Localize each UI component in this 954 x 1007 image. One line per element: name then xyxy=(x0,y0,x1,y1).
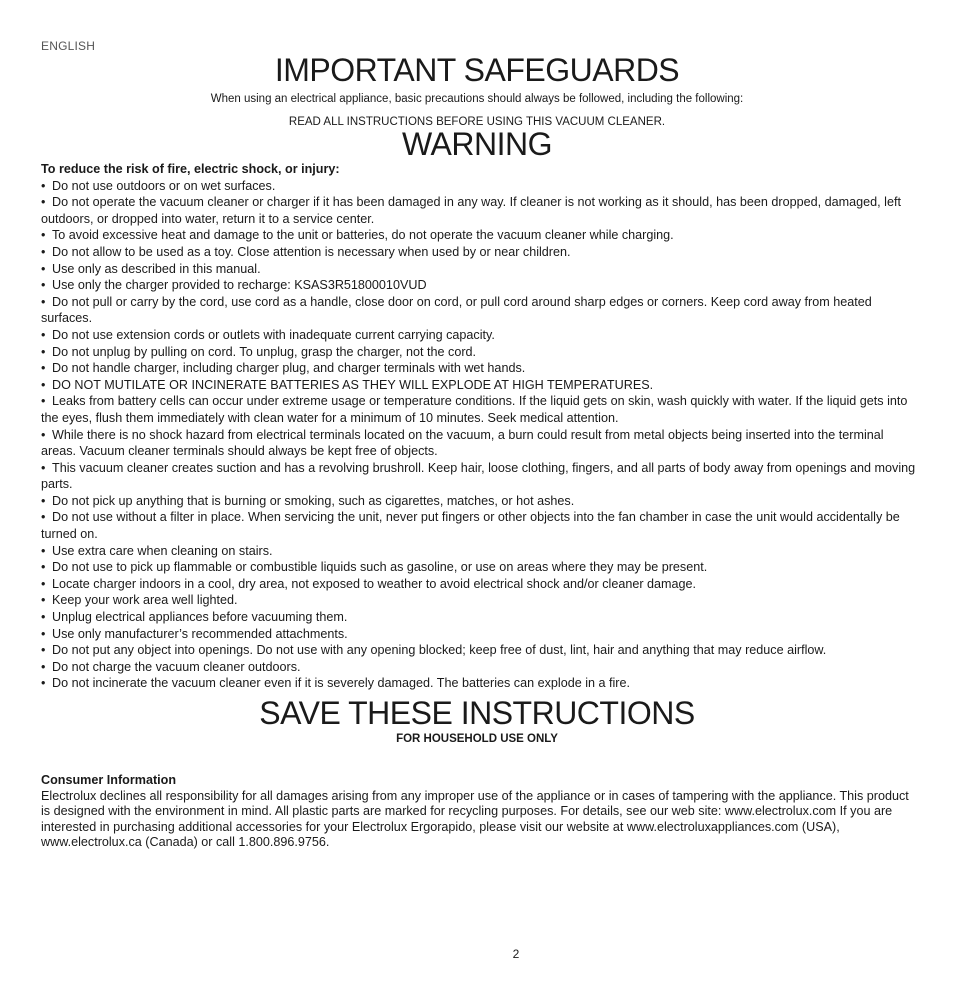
warning-text: Leaks from battery cells can occur under extreme usage or temperature conditions. If the liquid gets on skin, wash quickly with water. If the liquid gets into the eyes, flush them immediately with clean water for a minimum of 10 minutes. Seek medical attention. xyxy=(41,394,908,425)
warning-item xyxy=(41,261,921,278)
warning-text: Use only as described in this manual. xyxy=(52,261,261,276)
warning-item xyxy=(41,559,921,576)
warning-item xyxy=(41,427,921,460)
read-instructions-text: READ ALL INSTRUCTIONS BEFORE USING THIS VACUUM CLEANER. xyxy=(288,116,666,128)
warning-item xyxy=(41,244,921,261)
warning-text: Do not pull or carry by the cord, use cord as a handle, close door on cord, or pull cord around sharp edges or corners. Keep cord away from heated surfaces. xyxy=(41,294,872,326)
bullet-marker: • xyxy=(41,178,46,193)
warning-item xyxy=(41,360,921,377)
bullet-marker: • xyxy=(41,676,46,691)
warning-text: Do not handle charger, including charger plug, and charger terminals with wet hands. xyxy=(52,361,526,376)
bullet-marker: • xyxy=(41,560,46,575)
bullet-marker: • xyxy=(41,427,46,442)
warning-text: DO NOT MUTILATE OR INCINERATE BATTERIES AS THEY WILL EXPLODE AT HIGH TEMPERATURES. xyxy=(52,377,654,392)
page-title: IMPORTANT SAFEGUARDS xyxy=(274,52,680,88)
warning-text: Use only the charger provided to recharge: KSAS3R51800010VUD xyxy=(52,278,427,293)
bullet-marker: • xyxy=(41,394,46,409)
warning-item xyxy=(41,592,921,609)
warning-text: Unplug electrical appliances before vacuuming them. xyxy=(52,610,348,625)
warning-item xyxy=(41,493,921,510)
warning-text: Do not operate the vacuum cleaner or charger if it has been damaged in any way. If cleaner is not working as it should, has been dropped, damaged, left outdoors, or dropped into water, return it to a service center. xyxy=(41,195,901,226)
bullet-marker: • xyxy=(41,460,46,475)
warning-item xyxy=(41,344,921,361)
warning-item xyxy=(41,609,921,626)
warning-item xyxy=(41,294,921,327)
warning-item xyxy=(41,659,921,676)
consumer-heading: Consumer Information xyxy=(41,773,177,787)
warning-text: Do not use outdoors or on wet surfaces. xyxy=(52,178,276,193)
consumer-body: Electrolux declines all responsibility for all damages arising from any improper use of the appliance or in cases of tampering with the appliance. This product is designed with the environment in mind. All plastic parts are marked for recycling purposes. For details, see our web site: www.electrolux.com If you are interested in purchasing additional accessories for your Electrolux Ergorapido, please visit our website at www.electroluxappliances.com (USA), www.electrolux.ca (Canada) or call 1.800.896.9756. xyxy=(41,788,909,849)
warning-text: Do not put any object into openings. Do not use with any opening blocked; keep free of dust, lint, hair and anything that may reduce airflow. xyxy=(52,643,827,658)
warning-item xyxy=(41,576,921,593)
save-instructions-title: SAVE THESE INSTRUCTIONS xyxy=(259,695,695,731)
warning-item xyxy=(41,626,921,643)
bullet-marker: • xyxy=(41,344,46,359)
language-label: ENGLISH xyxy=(41,39,96,53)
warning-item xyxy=(41,543,921,560)
warning-text: Do not incinerate the vacuum cleaner even if it is severely damaged. The batteries can explode in a fire. xyxy=(52,676,631,691)
warning-title: WARNING xyxy=(402,126,552,162)
bullet-marker: • xyxy=(41,626,46,641)
warning-item xyxy=(41,227,921,244)
warning-text: Do not pick up anything that is burning or smoking, such as cigarettes, matches, or hot ashes. xyxy=(52,493,575,508)
bullet-marker: • xyxy=(41,261,46,276)
household-use-note: FOR HOUSEHOLD USE ONLY xyxy=(396,733,558,745)
warning-text: Do not use to pick up flammable or combustible liquids such as gasoline, or use on areas where they may be present. xyxy=(52,560,708,575)
bullet-marker: • xyxy=(41,593,46,608)
bullet-marker: • xyxy=(41,195,46,210)
warning-item xyxy=(41,460,921,493)
warning-item xyxy=(41,393,921,426)
consumer-information xyxy=(41,773,921,851)
bullet-marker: • xyxy=(41,278,46,293)
warning-text: Use only manufacturer’s recommended attachments. xyxy=(52,626,348,641)
warning-text: Do not use without a filter in place. When servicing the unit, never put fingers or other objects into the fan chamber in case the unit would accidentally be turned on. xyxy=(41,510,900,542)
warning-item xyxy=(41,194,921,227)
bullet-marker: • xyxy=(41,543,46,558)
warning-item xyxy=(41,675,921,692)
warning-text: Keep your work area well lighted. xyxy=(52,593,238,608)
warning-text: While there is no shock hazard from electrical terminals located on the vacuum, a burn could result from metal objects being inserted into the terminal areas. Vacuum cleaner terminals should always be kept free of objects. xyxy=(41,427,884,459)
bullet-marker: • xyxy=(41,294,46,309)
warning-text: To avoid excessive heat and damage to the unit or batteries, do not operate the vacuum cleaner while charging. xyxy=(52,228,674,243)
bullet-marker: • xyxy=(41,228,46,243)
bullet-marker: • xyxy=(41,493,46,508)
bullet-marker: • xyxy=(41,244,46,259)
bullet-marker: • xyxy=(41,361,46,376)
intro-text: When using an electrical appliance, basic precautions should always be followed, including the following: xyxy=(210,93,744,105)
bullet-marker: • xyxy=(41,643,46,658)
warning-item xyxy=(41,377,921,394)
warning-text: Use extra care when cleaning on stairs. xyxy=(52,543,273,558)
warnings-list xyxy=(41,178,921,692)
bullet-marker: • xyxy=(41,610,46,625)
bullet-marker: • xyxy=(41,510,46,525)
warning-text: Do not charge the vacuum cleaner outdoors. xyxy=(52,659,301,674)
warning-item xyxy=(41,327,921,344)
warning-text: Do not allow to be used as a toy. Close attention is necessary when used by or near children. xyxy=(52,244,571,259)
bullet-marker: • xyxy=(41,327,46,342)
bullet-marker: • xyxy=(41,576,46,591)
warning-item xyxy=(41,277,921,294)
warning-text: This vacuum cleaner creates suction and has a revolving brushroll. Keep hair, loose clothing, fingers, and all parts of body away from openings and moving parts. xyxy=(41,460,916,492)
warning-text: Locate charger indoors in a cool, dry area, not exposed to weather to avoid electrical shock and/or cleaner damage. xyxy=(52,576,697,591)
page-number: 2 xyxy=(512,947,520,961)
warning-section xyxy=(41,161,921,692)
bullet-marker: • xyxy=(41,659,46,674)
warning-item xyxy=(41,178,921,195)
warning-text: Do not use extension cords or outlets with inadequate current carrying capacity. xyxy=(52,327,495,342)
warning-text: Do not unplug by pulling on cord. To unplug, grasp the charger, not the cord. xyxy=(52,344,477,359)
warning-item xyxy=(41,509,921,542)
bullet-marker: • xyxy=(41,377,46,392)
warning-item xyxy=(41,642,921,659)
risk-heading: To reduce the risk of fire, electric shock, or injury: xyxy=(41,162,340,176)
